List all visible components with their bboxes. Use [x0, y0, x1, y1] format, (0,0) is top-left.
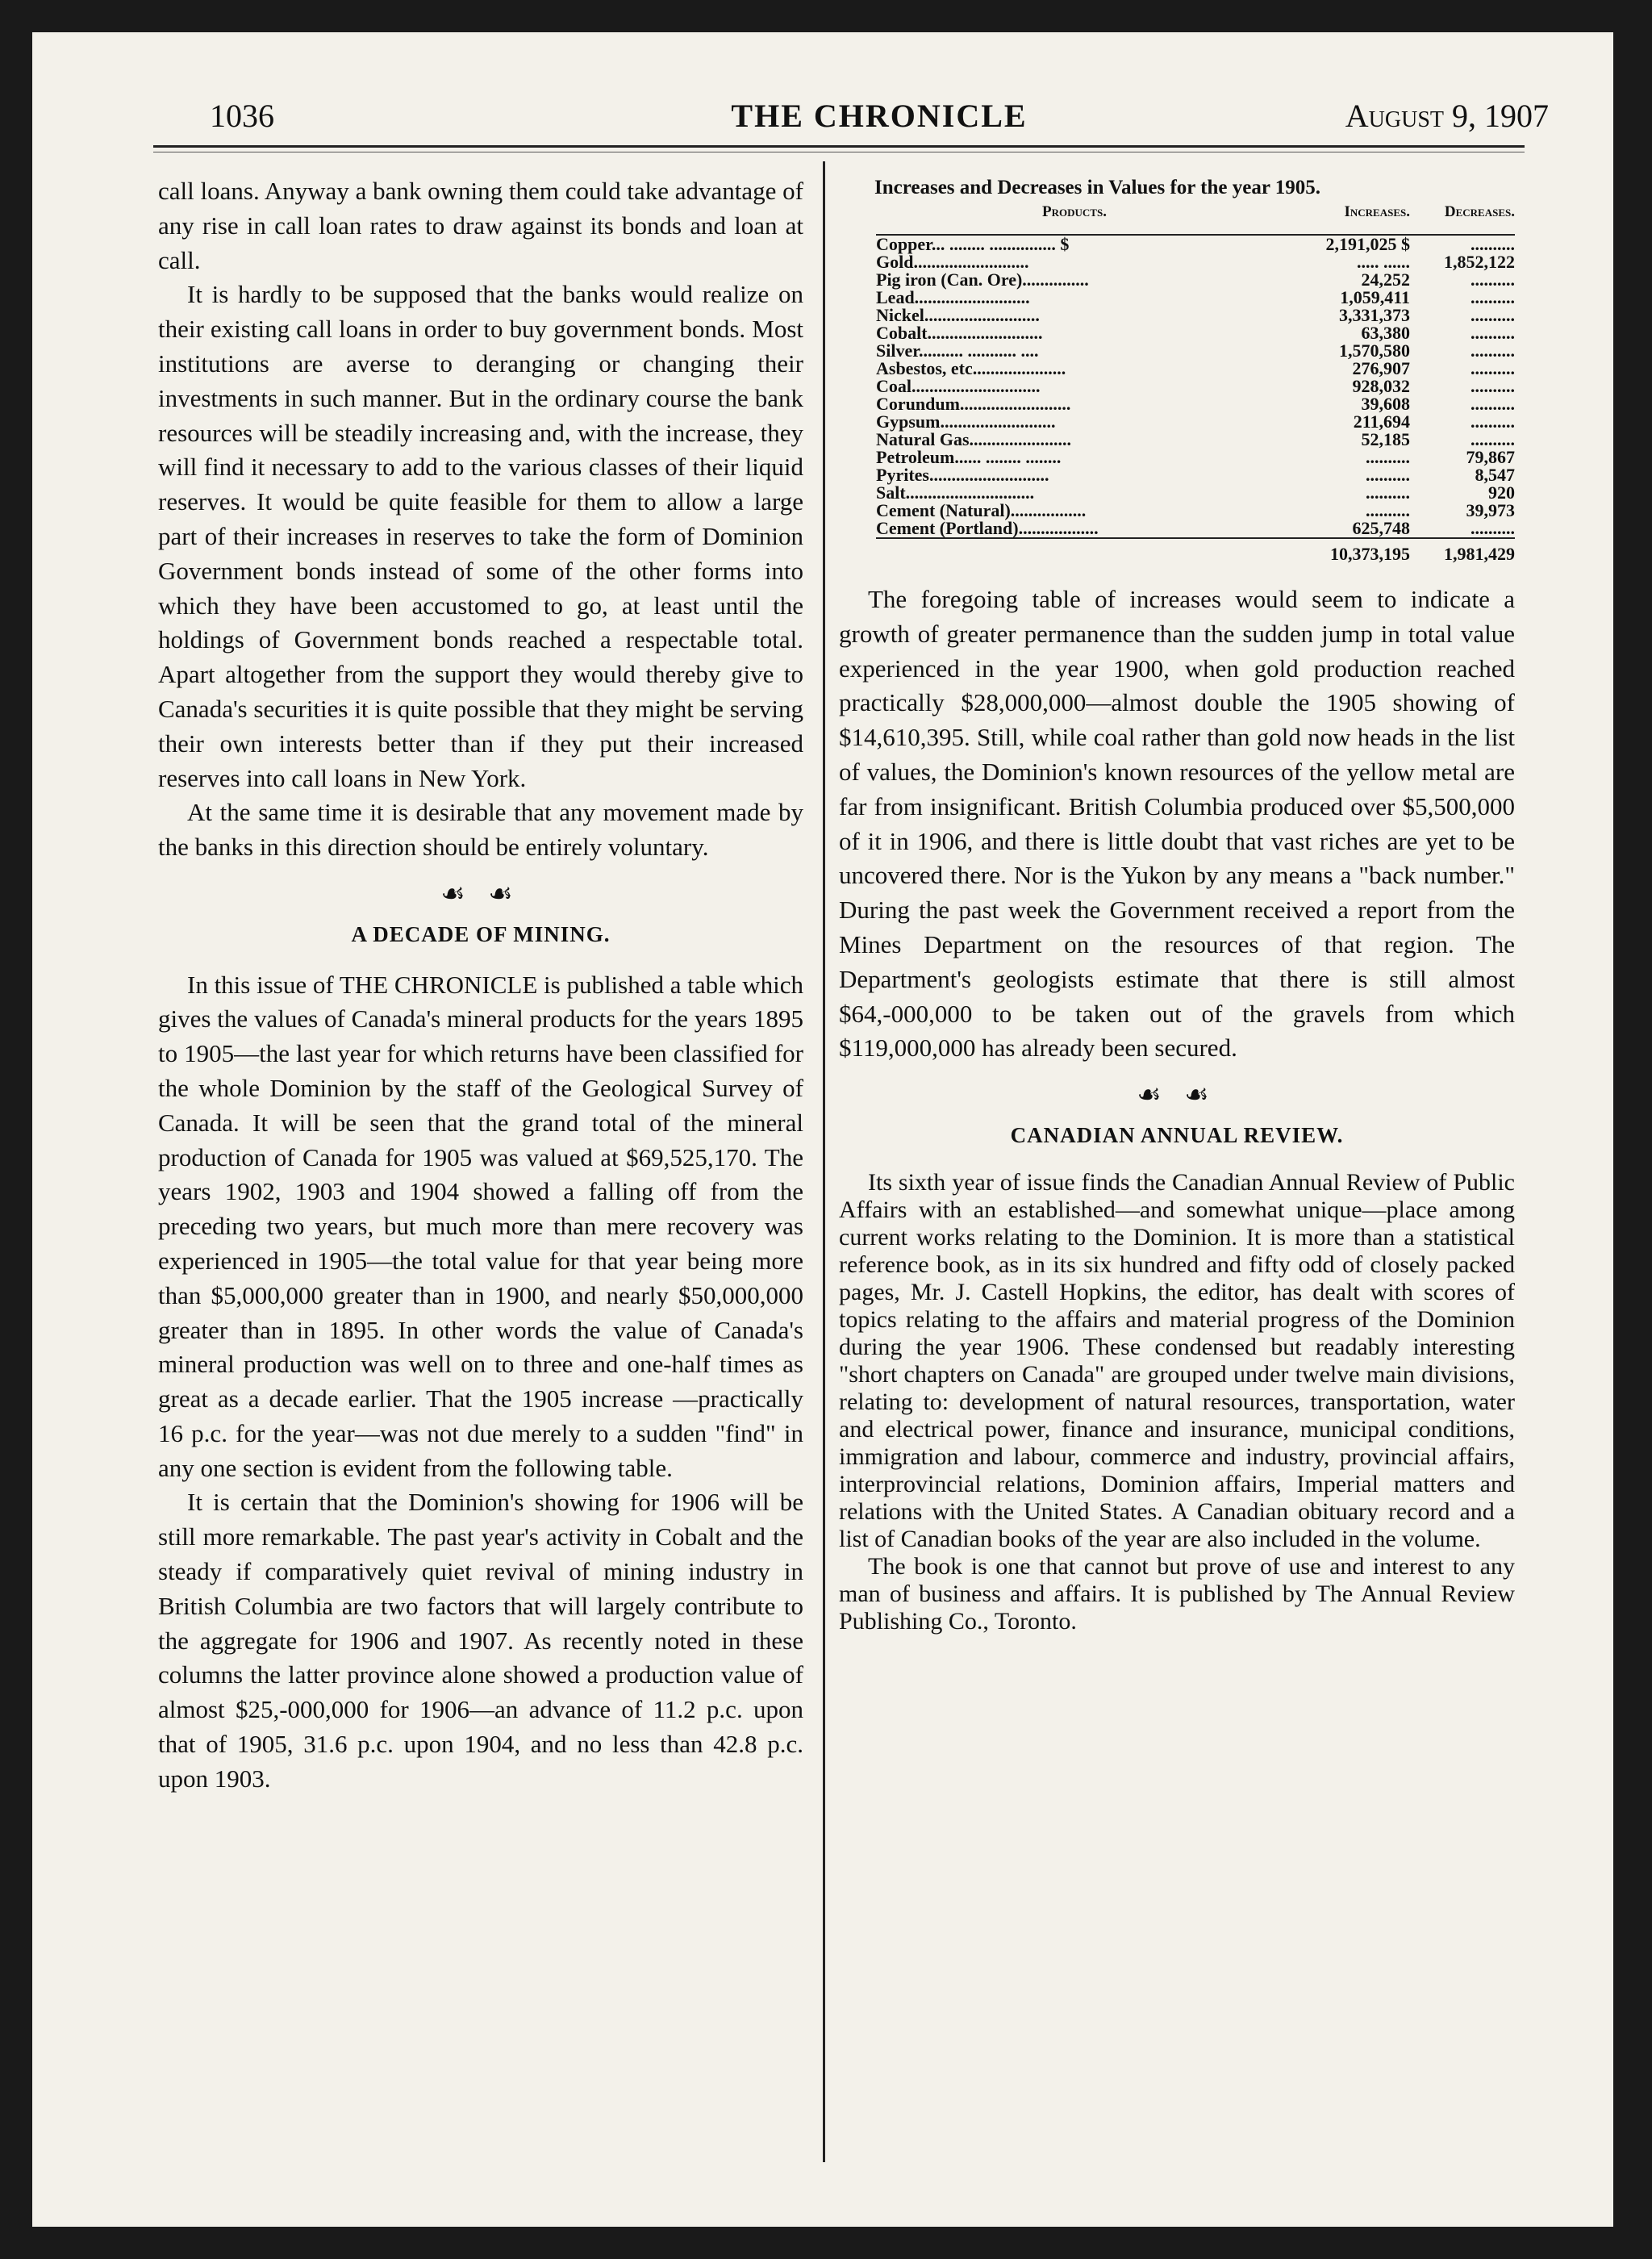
table-row [876, 271, 1515, 289]
table-cell-inc: .......... [1366, 465, 1410, 485]
table-cell-product: Lead.......................... [876, 287, 1030, 307]
table-row [876, 502, 1515, 520]
table-cell-dec: .......... [1471, 305, 1515, 325]
left-column [158, 174, 803, 1797]
table-cell-dec: .......... [1471, 429, 1515, 449]
table-cell-dec: 920 [1488, 482, 1515, 503]
table-cell-product: Natural Gas....................... [876, 429, 1071, 449]
table-row [876, 324, 1515, 342]
table-cell-dec: .......... [1471, 394, 1515, 414]
table-row [876, 253, 1515, 271]
table-cell-product: Silver.......... ........... .... [876, 340, 1039, 361]
table-row [876, 342, 1515, 360]
page-number: 1036 [210, 98, 274, 134]
table-cell-product: Cement (Portland).................. [876, 518, 1099, 538]
table-cell-inc: 52,185 [1361, 429, 1410, 449]
table-cell-inc: ..... ...... [1357, 252, 1410, 272]
column-divider [823, 161, 825, 2162]
header-rule [153, 145, 1525, 148]
table-cell-product: Petroleum...... ........ ........ [876, 447, 1062, 467]
paragraph: The foregoing table of increases would seem to indicate a growth of greater permanence than the sudden jump in total value experienced in the year 1900, when gold production reached practically $28,000,000—almost double the 1905 showing of $14,610,395. Still, while coal rather than gold now heads in the list of values, the Dominion's known resources of the yellow metal are far from insignificant. British Columbia produced over $5,500,000 of it in 1906, and there is little doubt that vast riches are yet to be uncovered there. Nor is the Yukon by any means a "back number." During the past week the Government received a report from the Mines Department on the resources of that region. The Department's geologists estimate that there is still almost $64,-000,000 to be taken out of the gravels from which $119,000,000 has already been secured. [839, 585, 1515, 1063]
table-cell-inc: 625,748 [1352, 518, 1410, 538]
paragraph: call loans. Anyway a bank owning them could take advantage of any rise in call loan rates to draw against its bonds and loan at call. [158, 177, 803, 274]
table-cell-inc: .......... [1366, 447, 1410, 467]
paragraph: Its sixth year of issue finds the Canadian Annual Review of Public Affairs with an established—and somewhat unique—place among current works relating to the Dominion. It is more than a statistical reference book, as in its six hundred and fifty odd of closely packed pages, Mr. J. Castell Hopkins, the editor, has dealt with scores of topics relating to the affairs and material progress of the Dominion during the year 1906. These condensed but readably interesting "short chapters on Canada" are grouped under twelve main divisions, relating to: development of natural resources, transportation, water and electrical power, finance and insurance, municipal conditions, immigration and labour, commerce and industry, provincial affairs, interprovincial relations, Dominion affairs, Imperial matters and relations with the United States. A Canadian obituary record and a list of Canadian books of the year are also included in the volume. [839, 1168, 1515, 1552]
table-cell-dec: .......... [1471, 358, 1515, 378]
column-header-products: Products. [1042, 203, 1107, 220]
table-cell-product: Asbestos, etc..................... [876, 358, 1066, 378]
table-cell-dec: .......... [1471, 376, 1515, 396]
table-cell-inc: 1,570,580 [1339, 340, 1410, 361]
table-row [876, 307, 1515, 324]
table-cell-inc: 276,907 [1352, 358, 1410, 378]
table-title: Increases and Decreases in Values for the year 1905. [874, 177, 1320, 198]
table-row [876, 395, 1515, 413]
table-row [876, 520, 1515, 538]
section-heading: A DECADE OF MINING. [351, 921, 611, 946]
section-heading: CANADIAN ANNUAL REVIEW. [1010, 1122, 1344, 1147]
table-cell-dec: .......... [1471, 269, 1515, 290]
table-cell-dec: .......... [1471, 518, 1515, 538]
table-cell-dec: .......... [1471, 287, 1515, 307]
table-cell-dec: 39,973 [1466, 500, 1515, 520]
table-row [876, 235, 1515, 253]
paragraph: In this issue of THE CHRONICLE is published a table which gives the values of Canada's mineral products for the years 1895 to 1905—the last year for which returns have been classified for the whole Dominion by the staff of the Geological Survey of Canada. It will be seen that the grand total of the mineral production of Canada for 1905 was valued at $69,525,170. The years 1902, 1903 and 1904 showed a falling off from the preceding two years, but much more than mere recovery was experienced in 1905—the total value for that year being more than $5,000,000 greater than in 1900, and nearly $50,000,000 greater than in 1895. In other words the value of Canada's mineral production was well on to three and one-half times as great as a decade earlier. That the 1905 increase —practically 16 p.c. for the year—was not due merely to a sudden "find" in any one section is evident from the following table. [158, 970, 804, 1482]
mineral-table [839, 174, 1515, 563]
table-cell-dec: 1,852,122 [1444, 252, 1515, 272]
table-cell-product: Gold.......................... [876, 252, 1029, 272]
table-row [876, 289, 1515, 307]
paragraph: At the same time it is desirable that any movement made by the banks in this direction should be entirely voluntary. [158, 798, 803, 862]
table-cell-dec: .......... [1410, 235, 1515, 253]
section-ornament: ☙ ☙ [440, 879, 521, 909]
table-cell-product: Coal............................. [876, 376, 1041, 396]
table-cell-dec: .......... [1471, 340, 1515, 361]
right-column [839, 174, 1515, 1635]
table-cell-product: Nickel.......................... [876, 305, 1040, 325]
table-cell-inc: 39,608 [1361, 394, 1410, 414]
table-row [876, 466, 1515, 484]
table-row [876, 378, 1515, 395]
section-ornament: ☙ ☙ [1137, 1080, 1217, 1111]
table-row [876, 431, 1515, 449]
table-cell-inc: 928,032 [1352, 376, 1410, 396]
table-cell-dec: .......... [1471, 411, 1515, 432]
column-header-decreases: Decreases. [1444, 203, 1515, 220]
table-cell-dec: .......... [1471, 323, 1515, 343]
table-cell-inc: 211,694 [1353, 411, 1410, 432]
publication-title: THE CHRONICLE [731, 98, 1028, 134]
table-cell-product: Corundum......................... [876, 394, 1071, 414]
table-row [876, 360, 1515, 378]
column-header-increases: Increases. [1344, 203, 1410, 220]
table-cell-inc: 3,331,373 [1339, 305, 1410, 325]
table-cell-product: Copper... ........ ............... $ [876, 235, 1273, 253]
table-cell-inc: 63,380 [1361, 323, 1410, 343]
table-cell-inc: 1,059,411 [1340, 287, 1410, 307]
table-cell-dec: 8,547 [1475, 465, 1515, 485]
table-cell-product: Cobalt.......................... [876, 323, 1043, 343]
table-row [876, 413, 1515, 431]
table-cell-inc: 2,191,025 $ [1273, 235, 1410, 253]
total-decreases: 1,981,429 [1410, 538, 1515, 563]
table-cell-product: Gypsum.......................... [876, 411, 1056, 432]
paragraph: The book is one that cannot but prove of use and interest to any man of business and affairs. It is published by The Annual Review Publishing Co., Toronto. [839, 1552, 1515, 1635]
table-cell-product: Salt............................. [876, 482, 1035, 503]
issue-date: August 9, 1907 [1345, 98, 1549, 134]
paragraph: It is certain that the Dominion's showing for 1906 will be still more remarkable. The past year's activity in Cobalt and the steady if comparatively quiet revival of mining industry in British Columbia are two factors that will largely contribute to the aggregate for 1906 and 1907. As recently noted in these columns the latter province alone showed a production value of almost $25,-000,000 for 1906—an advance of 11.2 p.c. upon that of 1905, 31.6 p.c. upon 1904, and no less than 42.8 p.c. upon 1903. [158, 1488, 803, 1793]
table-cell-product: Pig iron (Can. Ore)............... [876, 269, 1089, 290]
table-cell-inc: .......... [1366, 482, 1410, 503]
table-cell-dec: 79,867 [1466, 447, 1515, 467]
table-cell-product: Cement (Natural)................. [876, 500, 1087, 520]
table-cell-product: Pyrites........................... [876, 465, 1049, 485]
table-row [876, 484, 1515, 502]
table-cell-inc: .......... [1366, 500, 1410, 520]
table-cell-inc: 24,252 [1361, 269, 1410, 290]
paragraph: It is hardly to be supposed that the banks would realize on their existing call loans in order to buy government bonds. Most institutions are averse to deranging or changing their investments in such manner. But in the ordinary course the bank resources will be steadily increasing and, with the increase, they will find it necessary to add to the various classes of their liquid reserves. It would be quite feasible for them to allow a large part of their increases in reserves to take the form of Dominion Government bonds instead of some of the other forms into which they have been accustomed to go, at least until the holdings of Government bonds reached a respectable total. Apart altogether from the support they would thereby give to Canada's securities it is quite possible that they might be serving their own interests better than if they put their increased reserves into call loans in New York. [158, 280, 803, 792]
total-increases: 10,373,195 [1273, 538, 1410, 563]
table-row [876, 449, 1515, 466]
